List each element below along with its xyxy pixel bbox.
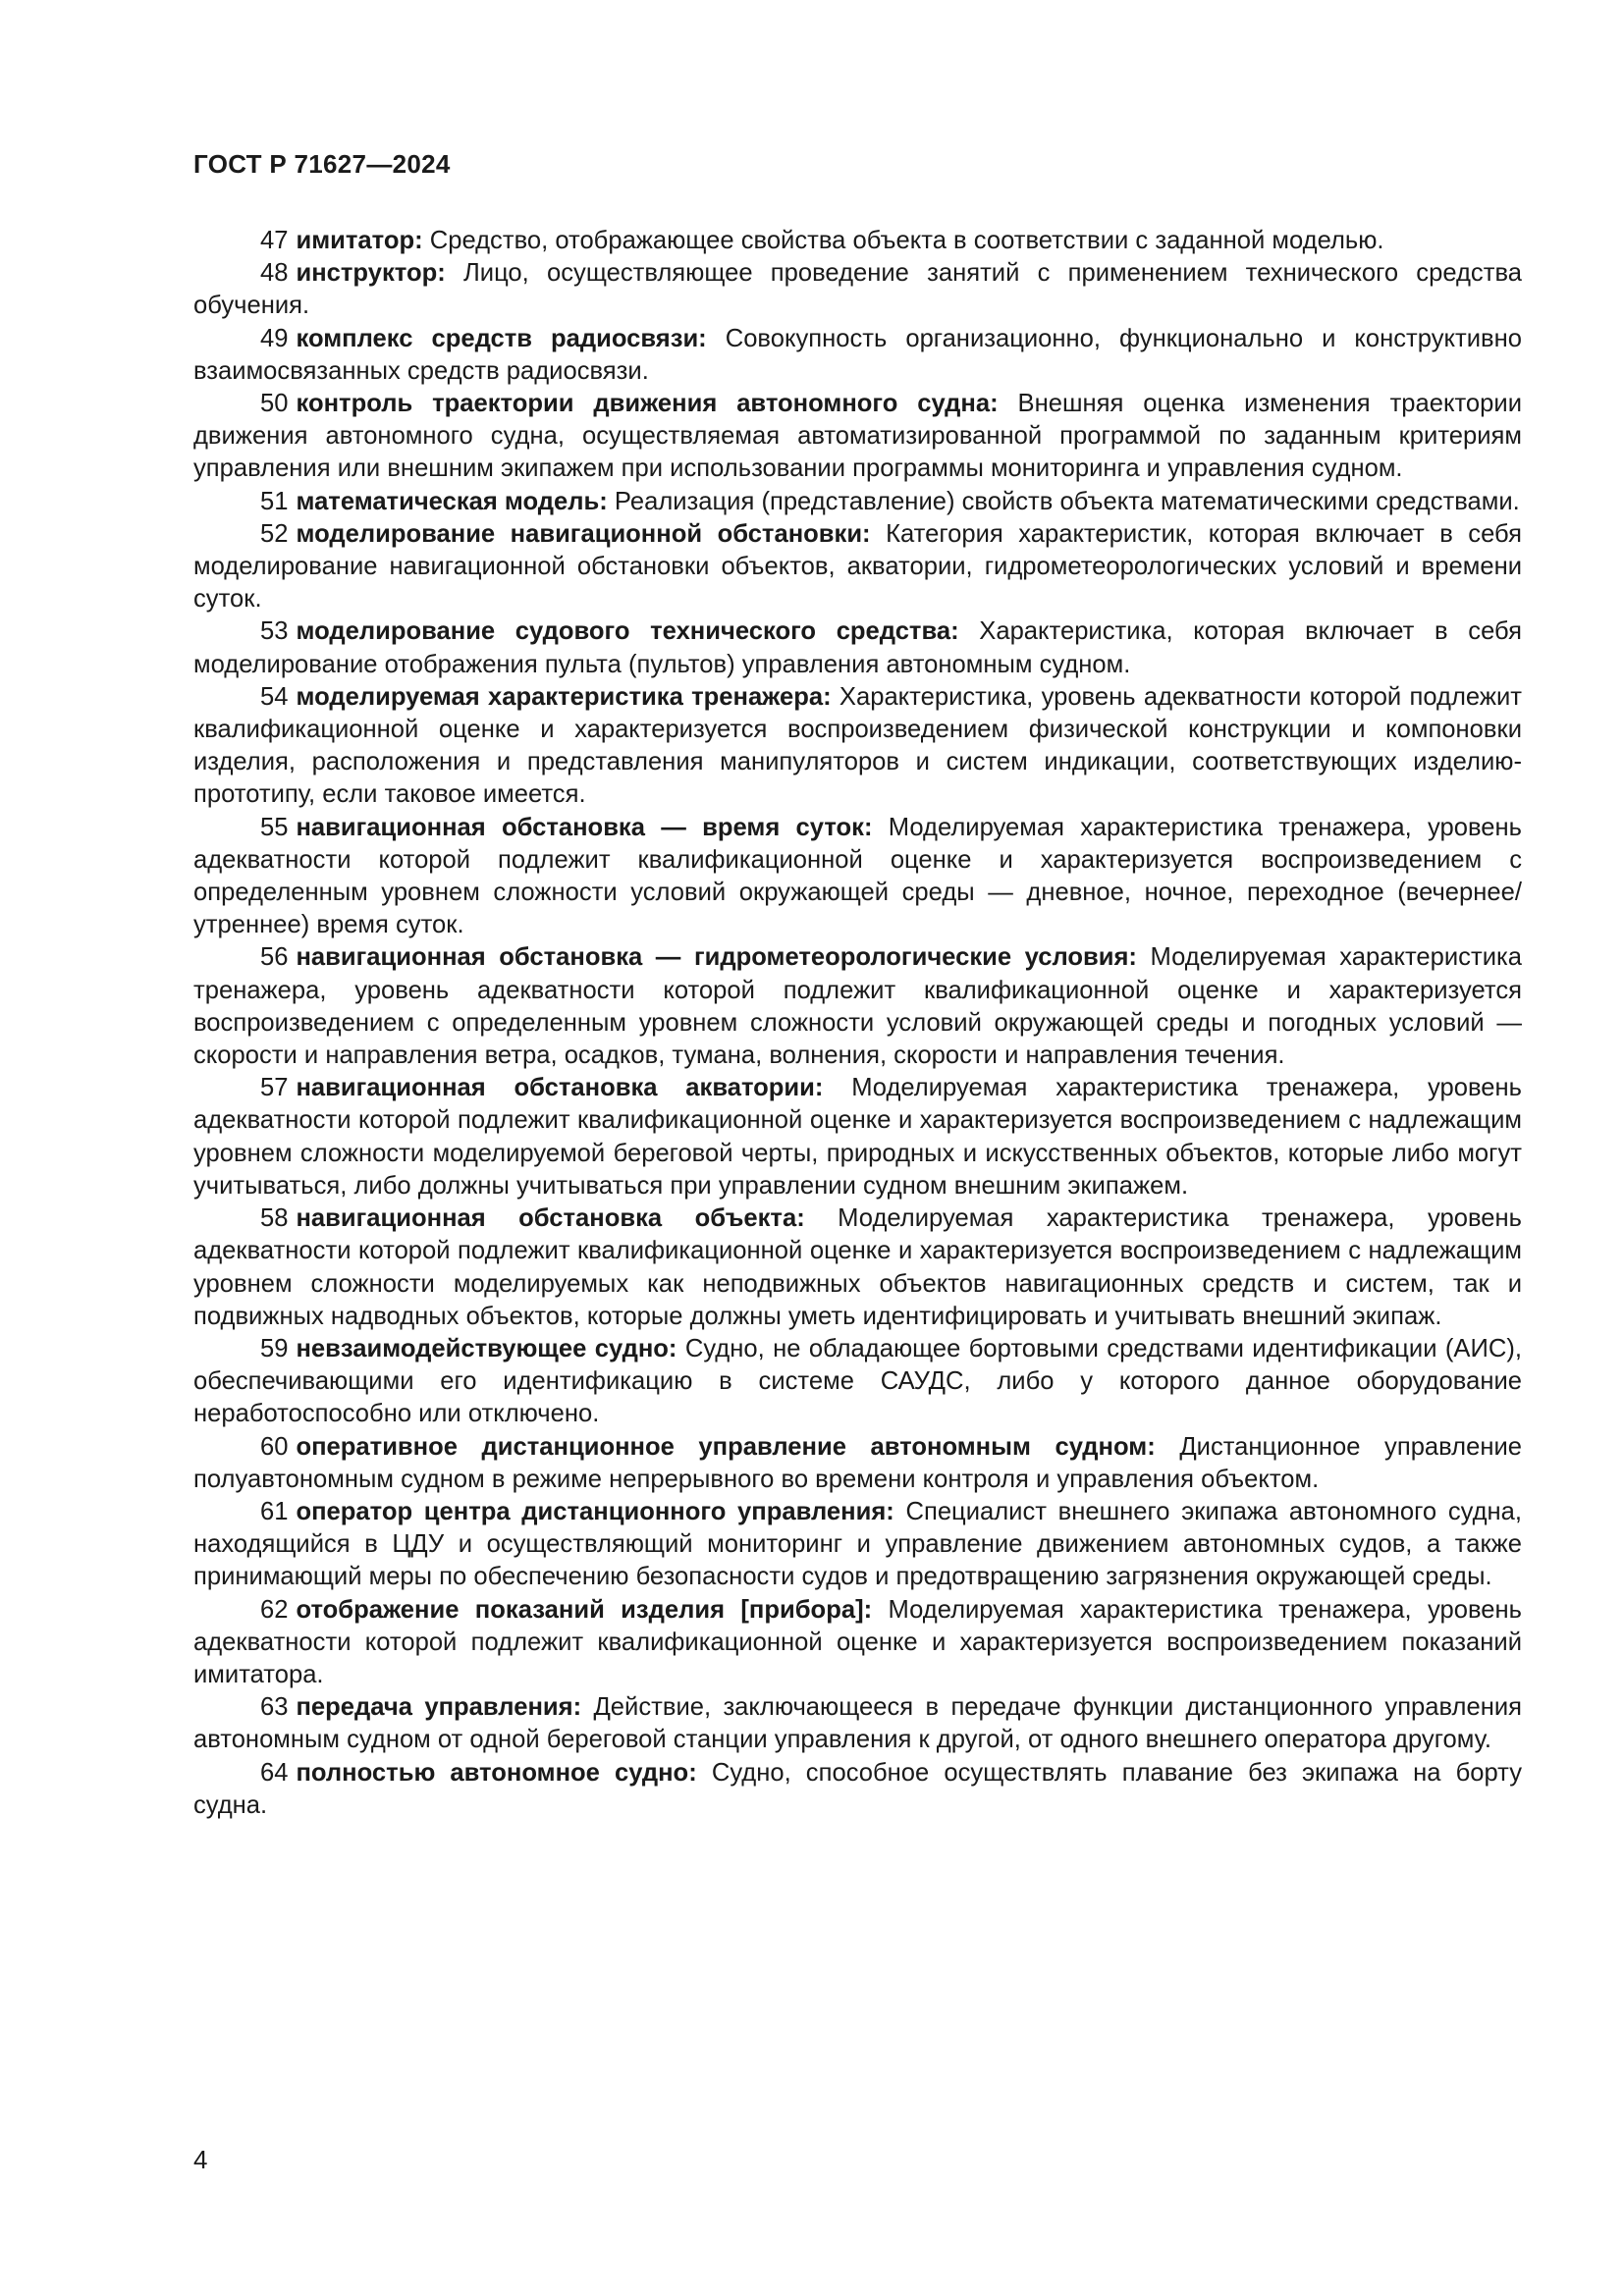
entry-term: навигационная обстановка объекта: — [296, 1204, 805, 1233]
entry-term: моделируемая характеристика тренажера: — [296, 682, 832, 711]
entry-number: 56 — [260, 943, 289, 972]
entry-text: Моделируемая характеристика тренажера, уровень адекватности которой подлежит квалификационной оценке и характеризуется воспроизведением с определенным уровнем сложности условий окружающей среды — дневное, ночное, переходное (вечернее/утреннее) время суток. — [193, 813, 1522, 939]
definition-entry — [193, 615, 1522, 680]
entry-term: полностью автономное судно: — [296, 1758, 697, 1787]
entry-term: навигационная обстановка — время суток: — [296, 813, 873, 841]
definition-entry — [193, 388, 1522, 486]
entry-text: Совокупность организационно, функционально и конструктивно взаимосвязанных средств радиосвязи. — [193, 324, 1522, 385]
entry-text: Дистанционное управление полуавтономным судном в режиме непрерывного во времени контроля и управления объектом. — [193, 1432, 1522, 1493]
definition-entry — [193, 518, 1522, 616]
entry-number: 49 — [260, 324, 289, 352]
entry-number: 50 — [260, 390, 289, 418]
entry-number: 62 — [260, 1595, 289, 1624]
entry-term: инструктор: — [296, 259, 446, 288]
definition-entry — [193, 1072, 1522, 1202]
entry-number: 55 — [260, 813, 289, 841]
entry-number: 59 — [260, 1334, 289, 1362]
entry-term: имитатор: — [296, 227, 423, 254]
definition-entry — [193, 1691, 1522, 1756]
entry-text: Судно, способное осуществлять плавание без экипажа на борту судна. — [193, 1758, 1522, 1819]
entry-term: передача управления: — [296, 1693, 582, 1722]
entry-term: математическая модель: — [296, 487, 608, 515]
entry-number: 54 — [260, 682, 289, 711]
entry-term: навигационная обстановка акватории: — [296, 1074, 824, 1102]
entry-text: Внешняя оценка изменения траектории движения автономного судна, осуществляемая автоматизированной программой по заданным критериям управления или внешним экипажем при использовании программы мониторинга и управления судном. — [193, 390, 1522, 483]
definitions-list — [193, 225, 1522, 1822]
definition-entry — [193, 1431, 1522, 1496]
definition-entry — [193, 323, 1522, 388]
definition-entry — [193, 1594, 1522, 1692]
entry-term: навигационная обстановка — гидрометеорологические условия: — [296, 943, 1137, 972]
entry-text: Моделируемая характеристика тренажера, уровень адекватности которой подлежит квалификационной оценке и характеризуется воспроизведением с определенным уровнем сложности условий окружающей среды и погодных условий — скорости и направления ветра, осадков, тумана, волнения, скорости и направления течения. — [193, 943, 1522, 1070]
entry-text: Категория характеристик, которая включает в себя моделирование навигационной обстановки объектов, акватории, гидрометеорологических условий и времени суток. — [193, 519, 1522, 614]
entry-number: 61 — [260, 1497, 289, 1525]
entry-text: Лицо, осуществляющее проведение занятий с применением технического средства обучения. — [193, 259, 1522, 320]
entry-term: контроль траектории движения автономного судна: — [296, 390, 999, 418]
definition-entry — [193, 941, 1522, 1072]
definition-entry — [193, 225, 1522, 257]
definition-entry — [193, 486, 1522, 518]
entry-number: 63 — [260, 1693, 289, 1722]
entry-number: 52 — [260, 519, 289, 548]
entry-text: Моделируемая характеристика тренажера, уровень адекватности которой подлежит квалификационной оценке и характеризуется воспроизведением с надлежащим уровнем сложности моделируемых как неподвижных объектов навигационных средств и систем, так и подвижных надводных объектов, которые должны уметь идентифицировать и учитывать внешний экипаж. — [193, 1204, 1522, 1330]
entry-number: 58 — [260, 1204, 289, 1233]
entry-text: Характеристика, уровень адекватности которой подлежит квалификационной оценке и характеризуется воспроизведением физической конструкции и компоновки изделия, расположения и представления манипуляторов и систем индикации, соответствующих изделию-прототипу, если таковое имеется. — [193, 682, 1522, 809]
entry-term: моделирование навигационной обстановки: — [296, 519, 871, 548]
definition-entry — [193, 1333, 1522, 1431]
entry-text: Моделируемая характеристика тренажера, уровень адекватности которой подлежит квалификационной оценке и характеризуется воспроизведением с надлежащим уровнем сложности моделируемой береговой черты, природных и искусственных объектов, которые либо могут учитываться, либо должны учитываться при управлении судном внешним экипажем. — [193, 1074, 1522, 1200]
entry-term: отображение показаний изделия [прибора]: — [296, 1595, 873, 1624]
entry-text: Специалист внешнего экипажа автономного судна, находящийся в ЦДУ и осуществляющий мониторинг и управление движением автономных судов, а также принимающий меры по обеспечению безопасности судов и предотвращению загрязнения окружающей среды. — [193, 1497, 1522, 1591]
entry-number: 47 — [260, 227, 289, 254]
entry-term: моделирование судового технического средства: — [296, 617, 959, 646]
definition-entry — [193, 681, 1522, 812]
definition-entry — [193, 1496, 1522, 1594]
entry-text: Характеристика, которая включает в себя моделирование отображения пульта (пультов) управления автономным судном. — [193, 617, 1522, 678]
entry-term: невзаимодействующее судно: — [296, 1334, 677, 1362]
definition-entry — [193, 257, 1522, 322]
entry-term: оперативное дистанционное управление автономным судном: — [296, 1432, 1156, 1461]
entry-number: 64 — [260, 1758, 289, 1787]
page-number: 4 — [193, 2145, 208, 2174]
definition-entry — [193, 1202, 1522, 1333]
entry-number: 60 — [260, 1432, 289, 1461]
entry-number: 51 — [260, 487, 289, 515]
entry-text: Действие, заключающееся в передаче функции дистанционного управления автономным судном от одной береговой станции управления к другой, от одного внешнего оператора другому. — [193, 1693, 1522, 1754]
entry-term: оператор центра дистанционного управления: — [296, 1497, 894, 1525]
entry-number: 57 — [260, 1074, 289, 1102]
definition-entry — [193, 812, 1522, 942]
definition-entry — [193, 1757, 1522, 1822]
entry-text: Судно, не обладающее бортовыми средствами идентификации (АИС), обеспечивающими его идентификацию в системе САУДС, либо у которого данное оборудование неработоспособно или отключено. — [193, 1334, 1522, 1428]
document-header: ГОСТ Р 71627—2024 — [193, 149, 451, 179]
entry-term: комплекс средств радиосвязи: — [296, 324, 707, 352]
entry-number: 53 — [260, 617, 289, 646]
entry-number: 48 — [260, 259, 289, 288]
entry-text: Моделируемая характеристика тренажера, уровень адекватности которой подлежит квалификационной оценке и характеризуется воспроизведением показаний имитатора. — [193, 1595, 1522, 1688]
entry-text: Реализация (представление) свойств объекта математическими средствами. — [607, 487, 1520, 515]
entry-text: Средство, отображающее свойства объекта в соответствии с заданной моделью. — [422, 227, 1384, 254]
